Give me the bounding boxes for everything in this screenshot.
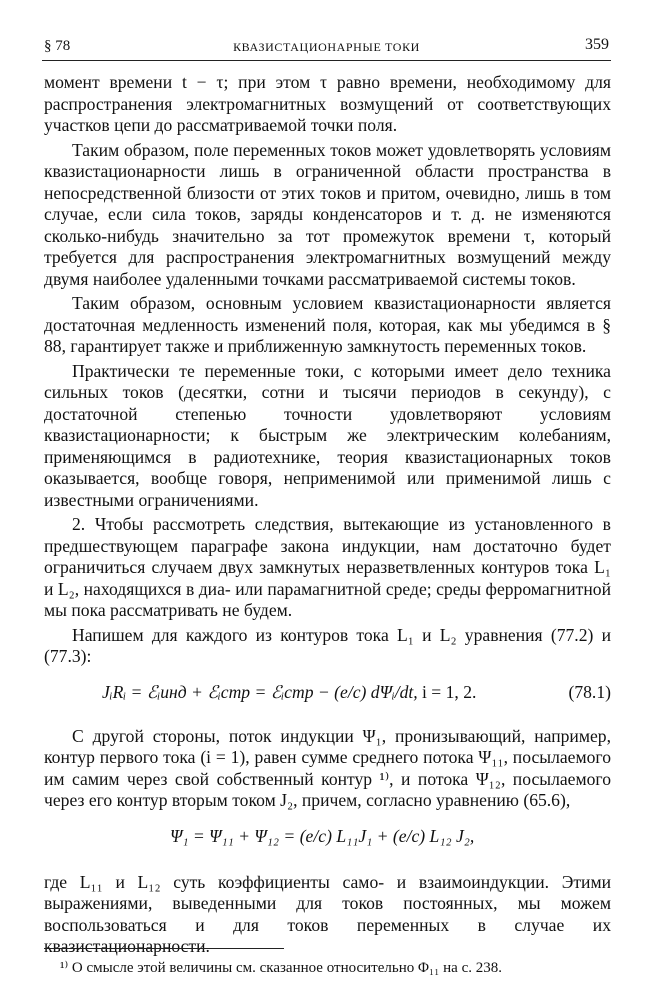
footnote-divider (44, 948, 284, 949)
paragraph: момент времени t − τ; при этом τ равно времени, необходимому для распространения электромагнитных возмущений от соответствующих участков цепи до рассматриваемой точки поля. (44, 72, 611, 135)
paragraph: 2. Чтобы рассмотреть следствия, вытекающие из установленного в предшествующем параграфе закона индукции, нам достаточно будет ограничиться случаем двух замкнутых неразветвленных контуров тока L₁ и L₂, находящихся в диа- или парамагнитной среде; среды ферромагнитной мы пока рассматривать не будем. (44, 514, 611, 620)
equation-expression: Ψ₁ = Ψ₁₁ + Ψ₁₂ = (e/c) L₁₁J₁ + (e/c) L₁₂ J₂, (170, 825, 475, 846)
page-body (44, 72, 611, 961)
paragraph: Напишем для каждого из контуров тока L₁ и L₂ уравнения (77.2) и (77.3): (44, 624, 611, 666)
paragraph: Таким образом, основным условием квазистационарности является достаточная медленность изменений поля, которая, как мы убедимся в § 88, гарантирует также и приближенную замкнутость переменных токов. (44, 293, 611, 356)
equation-expression: JᵢRᵢ = ℰᵢинд + ℰᵢстр = ℰᵢстр − (e/c) dΨᵢ/dt, (102, 681, 418, 702)
equation-flux (44, 816, 611, 862)
section-number: § 78 (44, 38, 71, 54)
running-header (42, 34, 611, 61)
equation-78-1 (44, 674, 611, 716)
paragraph: Таким образом, поле переменных токов может удовлетворять условиям квазистационарности лишь в ограниченной области пространства в непосредственной близости от этих токов и притом, очевидно, лишь в том случае, если сила токов, заряды конденсаторов и т. д. не изменяются сколько-нибудь значительно за тот промежуток времени τ, который требуется для распространения электромагнитных возмущений между двумя наиболее удаленными точками рассматриваемой системы токов. (44, 139, 611, 289)
footnote: ¹⁾ О смысле этой величины см. сказанное относительно Φ₁₁ на с. 238. (60, 960, 502, 976)
equation-number: (78.1) (568, 681, 611, 702)
equation-condition: i = 1, 2. (422, 681, 477, 702)
paragraph: С другой стороны, поток индукции Ψ₁, пронизывающий, например, контур первого тока (i = 1), равен сумме среднего потока Ψ₁₁, посылаемого им самим через свой собственный контур ¹⁾, и потока Ψ₁₂, посылаемого через его контур вторым током J₂, причем, согласно уравнению (65.6), (44, 725, 611, 810)
page-number: 359 (585, 36, 609, 53)
paragraph: Практически те переменные токи, с которыми имеет дело техника сильных токов (десятки, сотни и тысячи периодов в секунду), с достаточной степенью точности удовлетворяют условиям квазистационарности; к быстрым же электрическим колебаниям, применяющимся в радиотехнике, теория квазистационарных токов оказывается, вообще говоря, неприменимой или применимой лишь с известными ограничениями. (44, 360, 611, 510)
chapter-title: КВАЗИСТАЦИОНАРНЫЕ ТОКИ (233, 40, 420, 54)
paragraph: где L₁₁ и L₁₂ суть коэффициенты само- и взаимоиндукции. Этими выражениями, выведенными для токов постоянных, мы можем воспользоваться и для токов переменных в случае их квазистационарности. (44, 871, 611, 956)
